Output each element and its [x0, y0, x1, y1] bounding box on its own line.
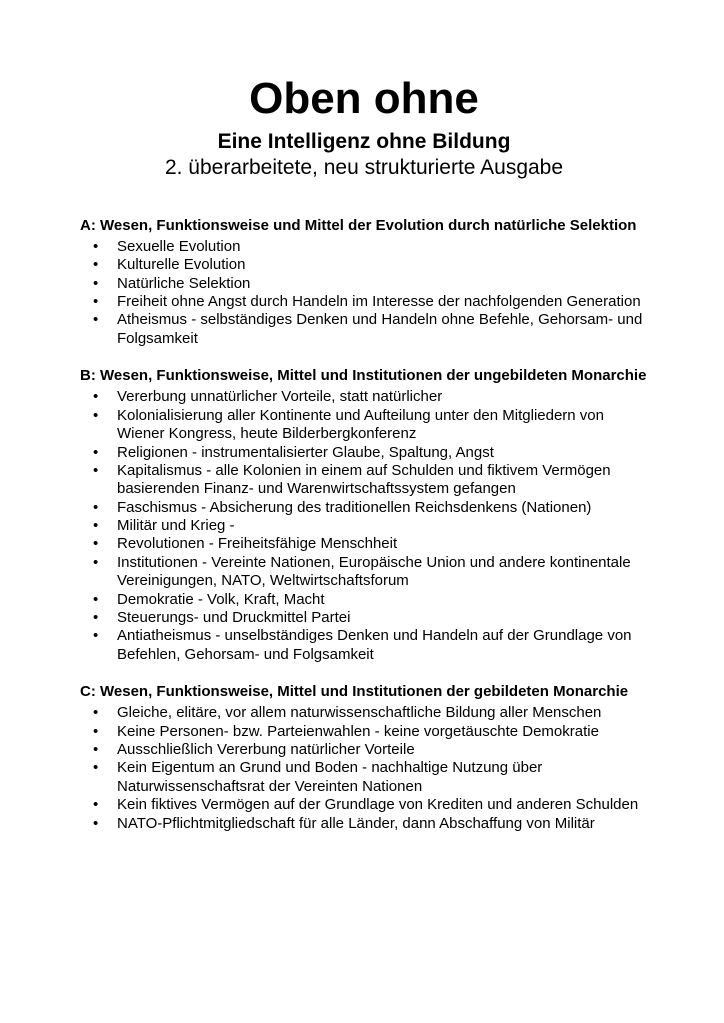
bullet-icon: • — [93, 759, 99, 777]
list-item-text: Kein fiktives Vermögen auf der Grundlage von Krediten und anderen Schulden — [117, 796, 639, 814]
list-item-text: Kein Eigentum an Grund und Boden - nachhaltige Nutzung über Naturwissenschaftsrat der Vereinten Nationen — [117, 759, 543, 795]
list-item-text: Demokratie - Volk, Kraft, Macht — [117, 590, 325, 608]
bullet-icon: • — [93, 406, 99, 424]
list-item — [80, 535, 648, 553]
bullet-icon: • — [93, 722, 99, 740]
section-c — [80, 683, 648, 833]
bullet-icon: • — [93, 256, 99, 274]
bullet-icon: • — [93, 590, 99, 608]
section-b-list — [80, 388, 648, 664]
section-b — [80, 367, 648, 664]
list-item — [80, 627, 648, 664]
bullet-icon: • — [93, 443, 99, 461]
bullet-icon: • — [93, 461, 99, 479]
bullet-icon: • — [93, 796, 99, 814]
list-item-text: Steuerungs- und Druckmittel Partei — [117, 608, 351, 626]
list-item-text: Antiatheismus - unselbständiges Denken und Handeln auf der Grundlage von Befehlen, Gehorsam- und Folgsamkeit — [117, 627, 632, 663]
list-item — [80, 741, 648, 759]
section-a-list — [80, 238, 648, 348]
list-item — [80, 275, 648, 293]
list-item-text: Religionen - instrumentalisierter Glaube, Spaltung, Angst — [117, 443, 494, 461]
list-item — [80, 759, 648, 796]
section-c-heading: C: Wesen, Funktionsweise, Mittel und Institutionen der gebildeten Monarchie — [80, 683, 629, 701]
bullet-icon: • — [93, 517, 99, 535]
bullet-icon: • — [93, 498, 99, 516]
bullet-icon: • — [93, 274, 99, 292]
section-c-list — [80, 704, 648, 833]
list-item — [80, 499, 648, 517]
list-item-text: Kapitalismus - alle Kolonien in einem auf Schulden und fiktivem Vermögen basierenden Finanz- und Warenwirtschaftssystem gefangen — [117, 461, 611, 498]
bullet-icon: • — [93, 608, 99, 626]
list-item — [80, 704, 648, 722]
bullet-icon: • — [93, 292, 99, 310]
list-item-text: NATO-Pflichtmitgliedschaft für alle Länder, dann Abschaffung von Militär — [117, 814, 595, 832]
list-item-text: Kulturelle Evolution — [117, 256, 246, 274]
list-item — [80, 462, 648, 499]
list-item-text: Atheismus - selbständiges Denken und Handeln ohne Befehle, Gehorsam- und Folgsamkeit — [117, 311, 643, 347]
bullet-icon: • — [93, 741, 99, 759]
section-a — [80, 217, 648, 349]
list-item-text: Revolutionen - Freiheitsfähige Menschheit — [117, 535, 398, 553]
page-title: Oben ohne — [249, 74, 479, 123]
edition-line: 2. überarbeitete, neu strukturierte Ausgabe — [164, 156, 564, 180]
bullet-icon: • — [93, 311, 99, 329]
list-item-text: Keine Personen- bzw. Parteienwahlen - keine vorgetäuschte Demokratie — [117, 722, 599, 740]
list-item-text: Sexuelle Evolution — [117, 237, 241, 255]
list-item-text: Institutionen - Vereinte Nationen, Europäische Union und andere kontinentale Vereinigungen, NATO, Weltwirtschaftsforum — [117, 553, 631, 590]
bullet-icon: • — [93, 237, 99, 255]
title-block — [80, 74, 648, 181]
bullet-icon: • — [93, 627, 99, 645]
page-subtitle: Eine Intelligenz ohne Bildung — [217, 130, 511, 154]
list-item — [80, 311, 648, 348]
list-item-text: Faschismus - Absicherung des traditionellen Reichsdenkens (Nationen) — [117, 498, 592, 516]
bullet-icon: • — [93, 814, 99, 832]
bullet-icon: • — [93, 704, 99, 722]
section-b-heading: B: Wesen, Funktionsweise, Mittel und Institutionen der ungebildeten Monarchie — [80, 367, 647, 385]
list-item-text: Militär und Krieg - — [117, 517, 235, 535]
list-item-text: Ausschließlich Vererbung natürlicher Vorteile — [117, 741, 415, 759]
list-item — [80, 256, 648, 274]
list-item — [80, 517, 648, 535]
list-item — [80, 591, 648, 609]
list-item-text: Freiheit ohne Angst durch Handeln im Interesse der nachfolgenden Generation — [117, 292, 641, 310]
list-item — [80, 723, 648, 741]
bullet-icon: • — [93, 553, 99, 571]
list-item — [80, 554, 648, 591]
list-item — [80, 388, 648, 406]
list-item-text: Natürliche Selektion — [117, 274, 251, 292]
list-item — [80, 238, 648, 256]
list-item-text: Kolonialisierung aller Kontinente und Aufteilung unter den Mitgliedern von Wiener Kongress, heute Bilderbergkonferenz — [117, 406, 604, 443]
list-item — [80, 444, 648, 462]
bullet-icon: • — [93, 535, 99, 553]
list-item — [80, 796, 648, 814]
list-item — [80, 407, 648, 444]
section-a-heading: A: Wesen, Funktionsweise und Mittel der Evolution durch natürliche Selektion — [80, 216, 637, 234]
bullet-icon: • — [93, 388, 99, 406]
list-item-text: Gleiche, elitäre, vor allem naturwissenschaftliche Bildung aller Menschen — [117, 704, 602, 722]
list-item — [80, 609, 648, 627]
list-item — [80, 815, 648, 833]
list-item-text: Vererbung unnatürlicher Vorteile, statt natürlicher — [117, 388, 443, 406]
list-item — [80, 293, 648, 311]
